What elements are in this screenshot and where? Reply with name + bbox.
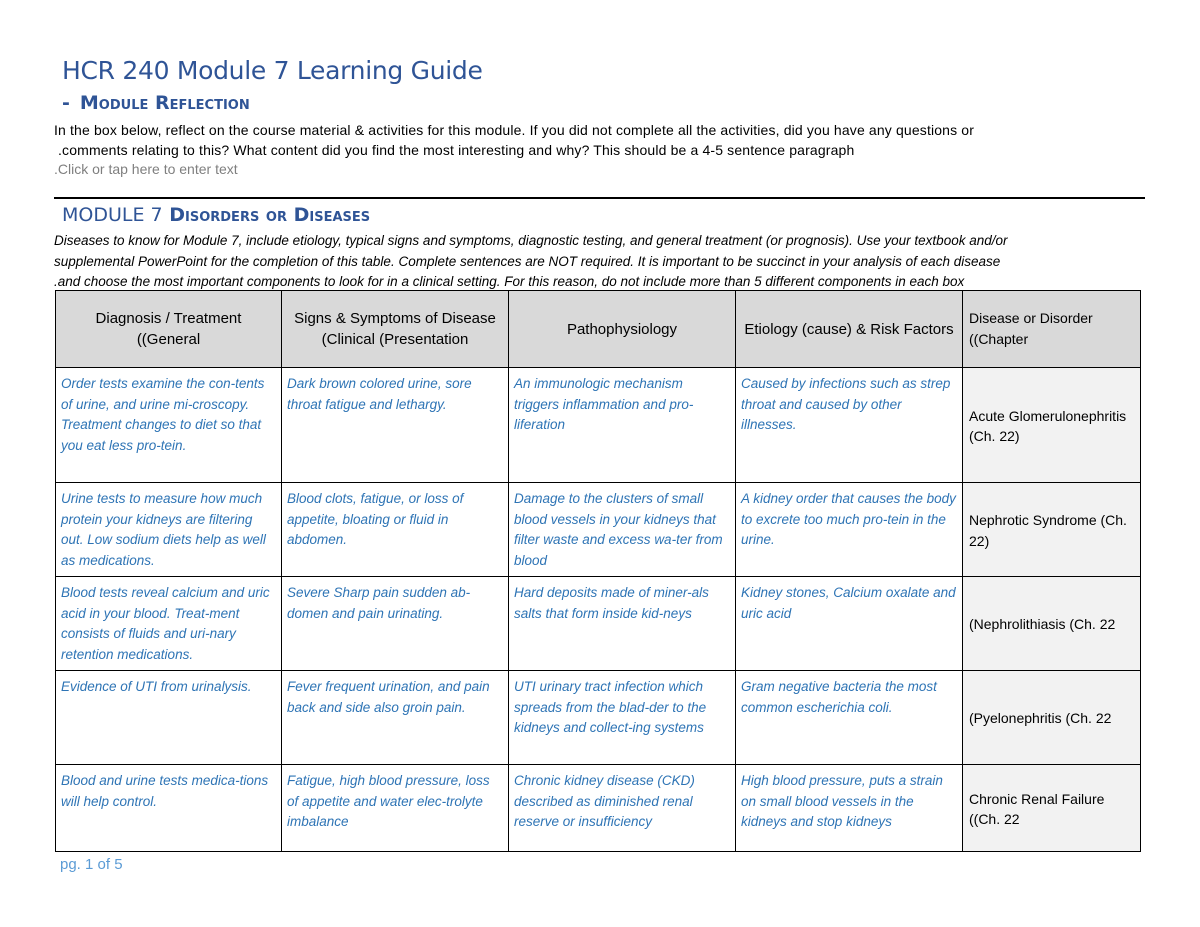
treatment-cell[interactable]: Blood and urine tests medica-tions will help control. — [56, 765, 282, 852]
signs-cell[interactable]: Fever frequent urination, and pain back and side also groin pain. — [282, 671, 509, 765]
page-number: pg. 1 of 5 — [60, 856, 123, 873]
pathophysiology-cell[interactable]: UTI urinary tract infection which spreads from the blad-der to the kidneys and collect-ing systems — [509, 671, 736, 765]
etiology-cell[interactable]: Gram negative bacteria the most common escherichia coli. — [736, 671, 963, 765]
pathophysiology-cell[interactable]: Hard deposits made of miner-als salts that form inside kid-neys — [509, 577, 736, 671]
signs-cell[interactable]: Severe Sharp pain sudden ab-domen and pain urinating. — [282, 577, 509, 671]
disease-cell: (Pyelonephritis (Ch. 22 — [963, 671, 1141, 765]
treatment-cell[interactable]: Blood tests reveal calcium and uric acid in your blood. Treat-ment consists of fluids and uri-nary retention medications. — [56, 577, 282, 671]
signs-cell[interactable]: Fatigue, high blood pressure, loss of appetite and water elec-trolyte imbalance — [282, 765, 509, 852]
module-reflection-heading — [62, 92, 250, 114]
disorders-instructions — [54, 231, 1144, 293]
etiology-cell[interactable]: A kidney order that causes the body to excrete too much pro-tein in the urine. — [736, 483, 963, 577]
disorders-heading-text: Disorders or Diseases — [169, 204, 371, 226]
header-disease: Disease or Disorder ((Chapter — [963, 291, 1141, 368]
intro-line-2: supplemental PowerPoint for the completion of this table. Complete sentences are NOT required. It is important to be succinct in your analysis of each disease — [54, 253, 1001, 269]
treatment-cell[interactable]: Evidence of UTI from urinalysis. — [56, 671, 282, 765]
pathophysiology-cell[interactable]: Damage to the clusters of small blood vessels in your kidneys that filter waste and excess wa-ter from blood — [509, 483, 736, 577]
disease-cell: Nephrotic Syndrome (Ch. 22) — [963, 483, 1141, 577]
disorders-heading-lead: MODULE 7 — [62, 204, 163, 226]
header-signs: Signs & Symptoms of Disease (Clinical (Presentation — [282, 291, 509, 368]
etiology-cell[interactable]: Caused by infections such as strep throat and caused by other illnesses. — [736, 368, 963, 483]
signs-cell[interactable]: Dark brown colored urine, sore throat fatigue and lethargy. — [282, 368, 509, 483]
header-treatment: Diagnosis / Treatment ((General — [56, 291, 282, 368]
disorders-table — [55, 290, 1141, 852]
heading-dash: - — [62, 92, 70, 114]
intro-line-1: Diseases to know for Module 7, include etiology, typical signs and symptoms, diagnostic testing, and general treatment (or prognosis). Use your textbook and/or — [54, 233, 1008, 248]
table-row — [56, 577, 1141, 671]
signs-cell[interactable]: Blood clots, fatigue, or loss of appetite, bloating or fluid in abdomen. — [282, 483, 509, 577]
table-row — [56, 765, 1141, 852]
page-title: HCR 240 Module 7 Learning Guide — [62, 56, 483, 85]
header-etiology: Etiology (cause) & Risk Factors — [736, 291, 963, 368]
etiology-cell[interactable]: Kidney stones, Calcium oxalate and uric acid — [736, 577, 963, 671]
treatment-cell[interactable]: Urine tests to measure how much protein your kidneys are filtering out. Low sodium diets help as well as medications. — [56, 483, 282, 577]
header-pathophysiology: Pathophysiology — [509, 291, 736, 368]
heading-text: Module Reflection — [79, 92, 250, 114]
section-divider — [54, 197, 1145, 199]
disease-cell: Chronic Renal Failure ((Ch. 22 — [963, 765, 1141, 852]
table-row — [56, 671, 1141, 765]
treatment-cell[interactable]: Order tests examine the con-tents of urine, and urine mi-croscopy. Treatment changes to diet so that you eat less pro-tein. — [56, 368, 282, 483]
disease-cell: Acute Glomerulonephritis (Ch. 22) — [963, 368, 1141, 483]
reflection-input-field[interactable]: .Click or tap here to enter text — [54, 161, 238, 177]
prompt-line-2: .comments relating to this? What content did you find the most interesting and why? This should be a 4-5 sentence paragraph — [58, 142, 855, 158]
pathophysiology-cell[interactable]: Chronic kidney disease (CKD) described as diminished renal reserve or insufficiency — [509, 765, 736, 852]
prompt-line-1: In the box below, reflect on the course material & activities for this module. If you did not complete all the activities, did you have any questions or — [54, 122, 975, 138]
table-row — [56, 368, 1141, 483]
table-row — [56, 483, 1141, 577]
disease-cell: (Nephrolithiasis (Ch. 22 — [963, 577, 1141, 671]
disorders-heading — [62, 204, 370, 226]
etiology-cell[interactable]: High blood pressure, puts a strain on small blood vessels in the kidneys and stop kidneys — [736, 765, 963, 852]
pathophysiology-cell[interactable]: An immunologic mechanism triggers inflammation and pro-liferation — [509, 368, 736, 483]
reflection-prompt — [54, 120, 1154, 160]
intro-line-3: .and choose the most important components to look for in a clinical setting. For this reason, do not include more than 5 different components in each box — [54, 274, 965, 289]
table-header-row — [56, 291, 1141, 368]
